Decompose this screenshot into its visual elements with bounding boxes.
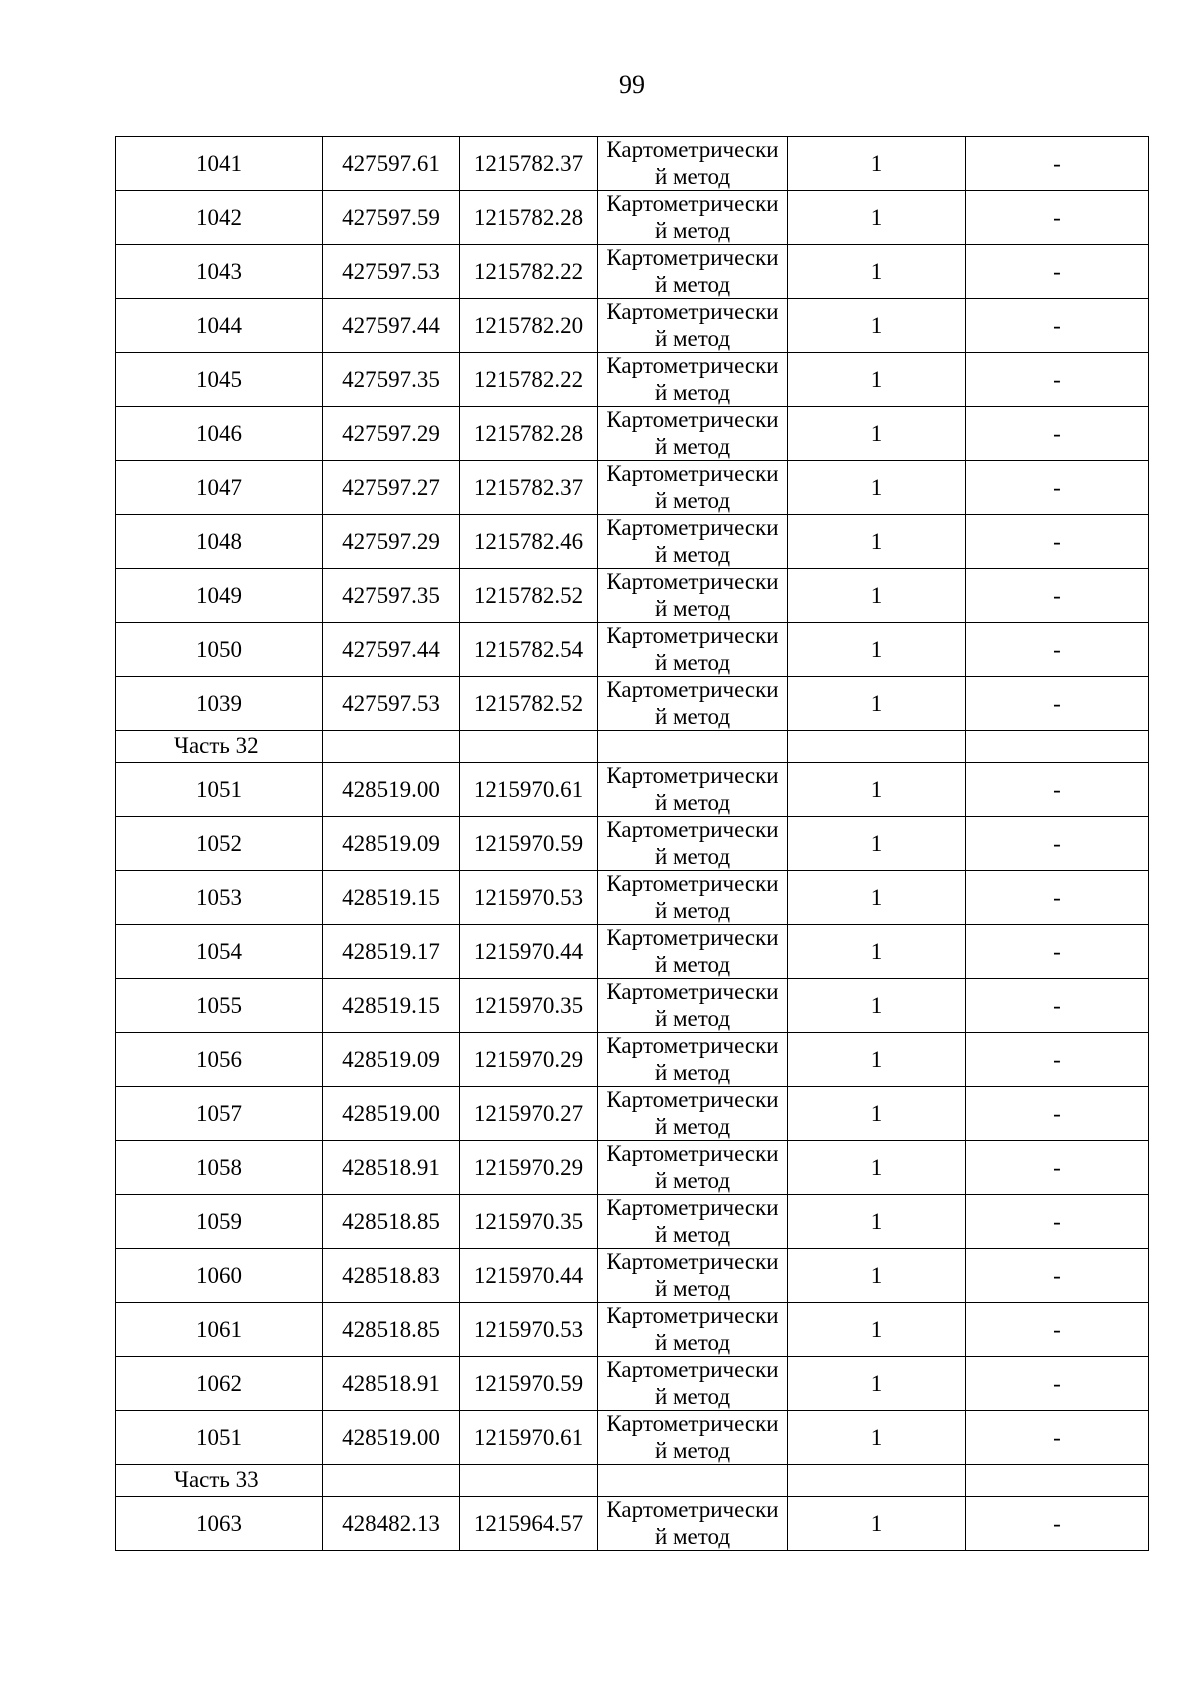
method-text-line2: й метод: [654, 1329, 731, 1355]
method-text-line2: й метод: [654, 1167, 731, 1193]
method-cell: [598, 817, 788, 871]
method-text-line1: Картометрически: [606, 816, 779, 842]
x-coordinate-cell: 428518.91: [323, 1141, 460, 1195]
empty-cell: [598, 731, 788, 763]
method-cell: [598, 461, 788, 515]
point-number-cell: 1054: [116, 925, 323, 979]
table-row: [116, 1303, 1149, 1357]
part-header-row: [116, 1465, 1149, 1497]
table-row: [116, 1411, 1149, 1465]
y-coordinate-cell: 1215964.57: [460, 1497, 598, 1551]
method-text-line1: Картометрически: [606, 352, 779, 378]
method-text-line1: Картометрически: [606, 1496, 779, 1522]
method-text-line2: й метод: [654, 1113, 731, 1139]
x-coordinate-cell: 428518.85: [323, 1195, 460, 1249]
point-number-cell: 1051: [116, 763, 323, 817]
note-cell: -: [966, 569, 1149, 623]
point-number-cell: 1048: [116, 515, 323, 569]
method-text-line1: Картометрически: [606, 676, 779, 702]
method-text-line2: й метод: [654, 1523, 731, 1549]
method-cell: [598, 353, 788, 407]
x-coordinate-cell: 428519.09: [323, 817, 460, 871]
method-cell: [598, 1033, 788, 1087]
x-coordinate-cell: 427597.53: [323, 677, 460, 731]
note-cell: -: [966, 353, 1149, 407]
table-row: [116, 569, 1149, 623]
point-number-cell: 1063: [116, 1497, 323, 1551]
method-text-line2: й метод: [654, 1383, 731, 1409]
method-text-line1: Картометрически: [606, 1194, 779, 1220]
method-cell: [598, 191, 788, 245]
x-coordinate-cell: 427597.61: [323, 137, 460, 191]
method-text-line2: й метод: [654, 433, 731, 459]
method-text-line1: Картометрически: [606, 136, 779, 162]
table-row: [116, 623, 1149, 677]
method-text-line1: Картометрически: [606, 244, 779, 270]
y-coordinate-cell: 1215782.37: [460, 461, 598, 515]
note-cell: -: [966, 1141, 1149, 1195]
accuracy-cell: 1: [788, 137, 966, 191]
table-row: [116, 515, 1149, 569]
empty-cell: [788, 1465, 966, 1497]
table-row: [116, 353, 1149, 407]
y-coordinate-cell: 1215782.28: [460, 191, 598, 245]
x-coordinate-cell: 428519.15: [323, 871, 460, 925]
page-number: 99: [619, 70, 645, 99]
table-row: [116, 407, 1149, 461]
accuracy-cell: 1: [788, 1195, 966, 1249]
point-number-cell: 1055: [116, 979, 323, 1033]
method-text-line2: й метод: [654, 897, 731, 923]
note-cell: -: [966, 1195, 1149, 1249]
y-coordinate-cell: 1215782.54: [460, 623, 598, 677]
x-coordinate-cell: 427597.35: [323, 569, 460, 623]
part-header-row: [116, 731, 1149, 763]
point-number-cell: 1057: [116, 1087, 323, 1141]
accuracy-cell: 1: [788, 1411, 966, 1465]
accuracy-cell: 1: [788, 677, 966, 731]
table-row: [116, 763, 1149, 817]
note-cell: -: [966, 1303, 1149, 1357]
method-text-line2: й метод: [654, 217, 731, 243]
table-row: [116, 677, 1149, 731]
x-coordinate-cell: 428519.15: [323, 979, 460, 1033]
point-number-cell: 1061: [116, 1303, 323, 1357]
y-coordinate-cell: 1215782.20: [460, 299, 598, 353]
x-coordinate-cell: 428519.17: [323, 925, 460, 979]
accuracy-cell: 1: [788, 353, 966, 407]
accuracy-cell: 1: [788, 623, 966, 677]
y-coordinate-cell: 1215782.52: [460, 677, 598, 731]
empty-cell: [788, 731, 966, 763]
point-number-cell: 1046: [116, 407, 323, 461]
method-text-line1: Картометрически: [606, 406, 779, 432]
method-cell: [598, 763, 788, 817]
x-coordinate-cell: 427597.27: [323, 461, 460, 515]
method-text-line1: Картометрически: [606, 568, 779, 594]
accuracy-cell: 1: [788, 979, 966, 1033]
table-row: [116, 1497, 1149, 1551]
point-number-cell: 1056: [116, 1033, 323, 1087]
y-coordinate-cell: 1215970.59: [460, 1357, 598, 1411]
method-text-line2: й метод: [654, 163, 731, 189]
method-cell: [598, 623, 788, 677]
accuracy-cell: 1: [788, 1497, 966, 1551]
x-coordinate-cell: 427597.59: [323, 191, 460, 245]
method-text-line2: й метод: [654, 1221, 731, 1247]
note-cell: -: [966, 979, 1149, 1033]
y-coordinate-cell: 1215970.35: [460, 1195, 598, 1249]
accuracy-cell: 1: [788, 1357, 966, 1411]
accuracy-cell: 1: [788, 407, 966, 461]
method-cell: [598, 515, 788, 569]
method-cell: [598, 1497, 788, 1551]
y-coordinate-cell: 1215970.35: [460, 979, 598, 1033]
y-coordinate-cell: 1215782.46: [460, 515, 598, 569]
empty-cell: [966, 1465, 1149, 1497]
method-text-line1: Картометрически: [606, 622, 779, 648]
table-row: [116, 1249, 1149, 1303]
point-number-cell: 1042: [116, 191, 323, 245]
method-cell: [598, 1087, 788, 1141]
table-row: [116, 1195, 1149, 1249]
method-text-line1: Картометрически: [606, 1086, 779, 1112]
table-row: [116, 1087, 1149, 1141]
accuracy-cell: 1: [788, 1087, 966, 1141]
y-coordinate-cell: 1215970.61: [460, 1411, 598, 1465]
note-cell: -: [966, 677, 1149, 731]
note-cell: -: [966, 1087, 1149, 1141]
x-coordinate-cell: 427597.35: [323, 353, 460, 407]
note-cell: -: [966, 763, 1149, 817]
empty-cell: [323, 1465, 460, 1497]
x-coordinate-cell: 427597.29: [323, 515, 460, 569]
y-coordinate-cell: 1215970.29: [460, 1033, 598, 1087]
x-coordinate-cell: 428518.83: [323, 1249, 460, 1303]
method-cell: [598, 1195, 788, 1249]
coordinates-table-body: [116, 137, 1149, 1551]
table-row: [116, 1033, 1149, 1087]
y-coordinate-cell: 1215782.28: [460, 407, 598, 461]
note-cell: -: [966, 407, 1149, 461]
method-text-line1: Картометрически: [606, 1032, 779, 1058]
method-text-line2: й метод: [654, 1059, 731, 1085]
method-text-line1: Картометрически: [606, 1248, 779, 1274]
note-cell: -: [966, 1411, 1149, 1465]
accuracy-cell: 1: [788, 569, 966, 623]
method-text-line2: й метод: [654, 1437, 731, 1463]
method-text-line1: Картометрически: [606, 1302, 779, 1328]
empty-cell: [460, 731, 598, 763]
point-number-cell: 1049: [116, 569, 323, 623]
accuracy-cell: 1: [788, 763, 966, 817]
note-cell: -: [966, 245, 1149, 299]
x-coordinate-cell: 428482.13: [323, 1497, 460, 1551]
table-row: [116, 137, 1149, 191]
note-cell: -: [966, 925, 1149, 979]
x-coordinate-cell: 427597.44: [323, 299, 460, 353]
method-text-line2: й метод: [654, 843, 731, 869]
method-cell: [598, 979, 788, 1033]
method-text-line2: й метод: [654, 271, 731, 297]
method-text-line2: й метод: [654, 487, 731, 513]
method-text-line1: Картометрически: [606, 762, 779, 788]
empty-cell: [323, 731, 460, 763]
method-cell: [598, 1303, 788, 1357]
x-coordinate-cell: 428519.09: [323, 1033, 460, 1087]
table-row: [116, 299, 1149, 353]
method-text-line2: й метод: [654, 703, 731, 729]
method-cell: [598, 677, 788, 731]
accuracy-cell: 1: [788, 1033, 966, 1087]
point-number-cell: 1039: [116, 677, 323, 731]
note-cell: -: [966, 1033, 1149, 1087]
method-cell: [598, 137, 788, 191]
method-cell: [598, 569, 788, 623]
point-number-cell: 1044: [116, 299, 323, 353]
note-cell: -: [966, 1249, 1149, 1303]
method-text-line2: й метод: [654, 595, 731, 621]
point-number-cell: 1045: [116, 353, 323, 407]
table-row: [116, 817, 1149, 871]
method-text-line2: й метод: [654, 1005, 731, 1031]
part-label: Часть 33: [116, 1465, 323, 1497]
method-text-line1: Картометрически: [606, 460, 779, 486]
note-cell: -: [966, 137, 1149, 191]
method-text-line1: Картометрически: [606, 1356, 779, 1382]
method-text-line2: й метод: [654, 1275, 731, 1301]
y-coordinate-cell: 1215970.53: [460, 871, 598, 925]
x-coordinate-cell: 428519.00: [323, 1411, 460, 1465]
point-number-cell: 1053: [116, 871, 323, 925]
y-coordinate-cell: 1215970.44: [460, 925, 598, 979]
accuracy-cell: 1: [788, 871, 966, 925]
method-text-line1: Картометрически: [606, 1140, 779, 1166]
method-text-line1: Картометрически: [606, 1410, 779, 1436]
point-number-cell: 1050: [116, 623, 323, 677]
y-coordinate-cell: 1215970.27: [460, 1087, 598, 1141]
table-row: [116, 191, 1149, 245]
note-cell: -: [966, 817, 1149, 871]
y-coordinate-cell: 1215782.22: [460, 353, 598, 407]
method-cell: [598, 1141, 788, 1195]
accuracy-cell: 1: [788, 515, 966, 569]
x-coordinate-cell: 428518.91: [323, 1357, 460, 1411]
y-coordinate-cell: 1215970.29: [460, 1141, 598, 1195]
accuracy-cell: 1: [788, 245, 966, 299]
method-text-line2: й метод: [654, 951, 731, 977]
accuracy-cell: 1: [788, 1303, 966, 1357]
method-text-line2: й метод: [654, 649, 731, 675]
empty-cell: [460, 1465, 598, 1497]
x-coordinate-cell: 428519.00: [323, 763, 460, 817]
method-text-line1: Картометрически: [606, 924, 779, 950]
method-cell: [598, 245, 788, 299]
point-number-cell: 1043: [116, 245, 323, 299]
point-number-cell: 1047: [116, 461, 323, 515]
x-coordinate-cell: 427597.29: [323, 407, 460, 461]
coordinates-table: [115, 136, 1149, 1551]
method-cell: [598, 871, 788, 925]
table-row: [116, 871, 1149, 925]
x-coordinate-cell: 428519.00: [323, 1087, 460, 1141]
note-cell: -: [966, 299, 1149, 353]
y-coordinate-cell: 1215782.37: [460, 137, 598, 191]
accuracy-cell: 1: [788, 461, 966, 515]
method-cell: [598, 407, 788, 461]
note-cell: -: [966, 1357, 1149, 1411]
y-coordinate-cell: 1215970.53: [460, 1303, 598, 1357]
point-number-cell: 1052: [116, 817, 323, 871]
method-text-line2: й метод: [654, 789, 731, 815]
note-cell: -: [966, 871, 1149, 925]
method-text-line1: Картометрически: [606, 978, 779, 1004]
y-coordinate-cell: 1215970.59: [460, 817, 598, 871]
method-cell: [598, 1249, 788, 1303]
method-cell: [598, 299, 788, 353]
x-coordinate-cell: 428518.85: [323, 1303, 460, 1357]
point-number-cell: 1062: [116, 1357, 323, 1411]
point-number-cell: 1059: [116, 1195, 323, 1249]
table-row: [116, 461, 1149, 515]
method-text-line1: Картометрически: [606, 870, 779, 896]
empty-cell: [966, 731, 1149, 763]
point-number-cell: 1041: [116, 137, 323, 191]
y-coordinate-cell: 1215782.52: [460, 569, 598, 623]
method-text-line2: й метод: [654, 541, 731, 567]
point-number-cell: 1058: [116, 1141, 323, 1195]
method-text-line2: й метод: [654, 325, 731, 351]
note-cell: -: [966, 191, 1149, 245]
table-row: [116, 1141, 1149, 1195]
x-coordinate-cell: 427597.44: [323, 623, 460, 677]
method-text-line1: Картометрически: [606, 190, 779, 216]
point-number-cell: 1051: [116, 1411, 323, 1465]
method-cell: [598, 1357, 788, 1411]
empty-cell: [598, 1465, 788, 1497]
method-text-line1: Картометрически: [606, 298, 779, 324]
accuracy-cell: 1: [788, 299, 966, 353]
accuracy-cell: 1: [788, 1249, 966, 1303]
method-cell: [598, 925, 788, 979]
method-cell: [598, 1411, 788, 1465]
x-coordinate-cell: 427597.53: [323, 245, 460, 299]
method-text-line1: Картометрически: [606, 514, 779, 540]
note-cell: -: [966, 623, 1149, 677]
note-cell: -: [966, 1497, 1149, 1551]
table-row: [116, 979, 1149, 1033]
accuracy-cell: 1: [788, 191, 966, 245]
y-coordinate-cell: 1215782.22: [460, 245, 598, 299]
point-number-cell: 1060: [116, 1249, 323, 1303]
accuracy-cell: 1: [788, 1141, 966, 1195]
note-cell: -: [966, 515, 1149, 569]
table-row: [116, 1357, 1149, 1411]
part-label: Часть 32: [116, 731, 323, 763]
table-row: [116, 925, 1149, 979]
y-coordinate-cell: 1215970.61: [460, 763, 598, 817]
method-text-line2: й метод: [654, 379, 731, 405]
note-cell: -: [966, 461, 1149, 515]
y-coordinate-cell: 1215970.44: [460, 1249, 598, 1303]
table-row: [116, 245, 1149, 299]
accuracy-cell: 1: [788, 817, 966, 871]
accuracy-cell: 1: [788, 925, 966, 979]
